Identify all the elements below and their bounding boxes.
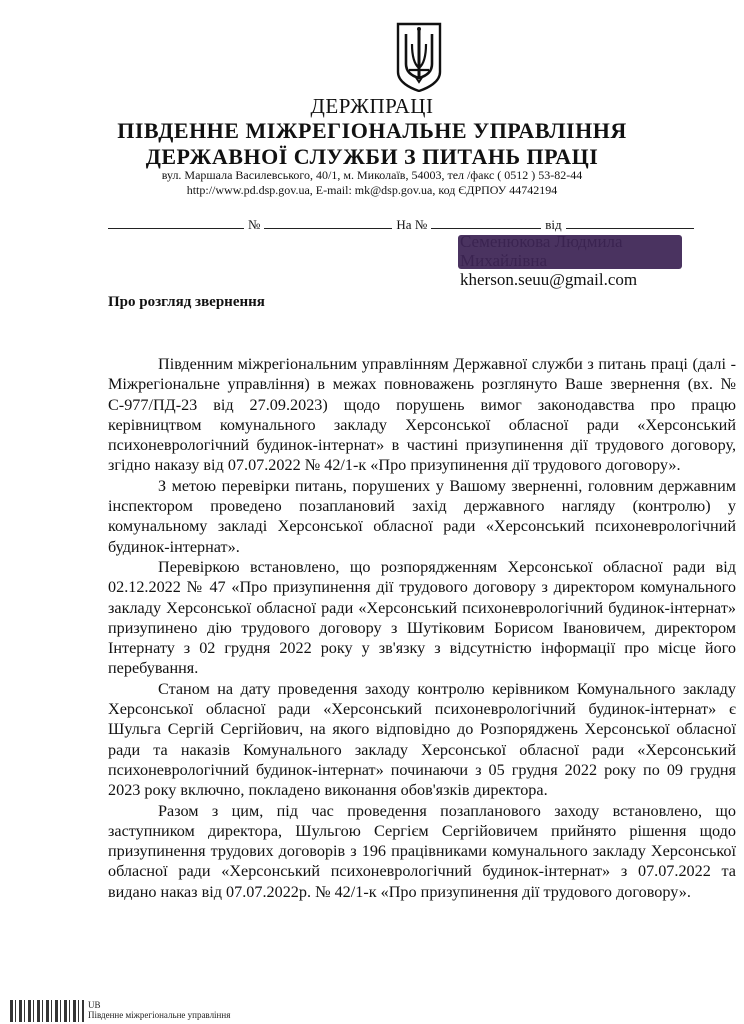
redaction-mark [458,235,682,269]
registration-line [108,216,720,232]
body-paragraph: Південним міжрегіональним управлінням Державної служби з питань праці (далі - Міжрегіональне управління) в межах повноважень розглянуто Ваше звернення (вх. № С-977/ПД-23 від 27.09.2023) щодо порушень вимог законодавства про працю керівництвом комунального закладу Херсонської обласної ради «Херсонський психоневрологічний будинок-інтернат» в частині призупинення дії трудового договору, згідно наказу від 07.07.2022 № 42/1-к «Про призупинення дії трудового договору». [108,355,736,475]
department-title-line2: ДЕРЖАВНОЇ СЛУЖБИ З ПИТАНЬ ПРАЦІ [145,144,599,169]
qr-code-icon [10,1000,84,1022]
reply-date-blank [566,216,694,229]
number-blank [264,216,392,229]
reply-number-blank [431,216,541,229]
number-label: № [248,217,261,232]
recipient-name [460,232,690,270]
contacts-line: http://www.pd.dsp.gov.ua, E-mail: mk@dsp.gov.ua, код ЄДРПОУ 44742194 [186,183,558,197]
recipient-email: kherson.seuu@gmail.com [460,270,638,289]
trident-emblem-icon [394,20,444,92]
document-footer [10,1000,310,1024]
footer-stamp-tag: UB [88,1000,101,1010]
org-name: ДЕРЖПРАЦІ [310,94,434,118]
body-paragraph: Станом на дату проведення заходу контролю керівником Комунального закладу Херсонської обласної ради «Херсонський психоневрологічний будинок-інтернат» є Шульга Сергій Сергійович, на якого відповідно до Розпоряджень Херсонської обласної ради та наказів Комунального закладу Херсонської обласної ради «Херсонський психоневрологічний будинок-інтернат» починаючи з 05 грудня 2022 року по 09 грудня 2023 року включно, покладено виконання обов'язків директора. [108,679,736,800]
in-reply-label: На № [396,217,428,232]
footer-stamp-text: Південне міжрегіональне управління [88,1010,231,1020]
footer-stamp [88,1000,230,1020]
date-blank [108,216,244,229]
department-title-line1: ПІВДЕННЕ МІЖРЕГІОНАЛЬНЕ УПРАВЛІННЯ [117,118,627,143]
address-line: вул. Маршала Василевського, 40/1, м. Миколаїв, 54003, тел /факс ( 0512 ) 53-82-44 [161,168,583,182]
body-paragraph: З метою перевірки питань, порушених у Вашому зверненні, головним державним інспектором проведено позаплановий захід державного нагляду (контролю) у комунальному закладі Херсонської обласної ради «Херсонський психоневрологічний будинок-інтернат». [108,476,736,556]
body-paragraph: Разом з цим, під час проведення позапланового заходу встановлено, що заступником директора, Шульгою Сергієм Сергійовичем прийнято рішення щодо призупинення трудових договорів з 196 працівниками комунального закладу Херсонської обласної ради «Херсонський психоневрологічний будинок-інтернат» з 07.07.2022 та видано наказ від 07.07.2022р. № 42/1-к «Про призупинення дії трудового договору». [108,801,736,901]
letter-body [108,354,736,902]
recipient-block [460,232,690,289]
date-label: від [545,217,562,232]
body-paragraph: Перевіркою встановлено, що розпорядженням Херсонської обласної ради від 02.12.2022 № 47 «Про призупинення дії трудового договору з директором комунального закладу Херсонської обласної ради «Херсонський психоневрологічний будинок-інтернат» призупинено дію трудового договору з Шутіковим Борисом Івановичем, директором Інтернату з 02 грудня 2022 року у зв'язку з відсутністю інформації про місце його перебування. [108,557,736,678]
letter-subject: Про розгляд звернення [108,294,265,310]
